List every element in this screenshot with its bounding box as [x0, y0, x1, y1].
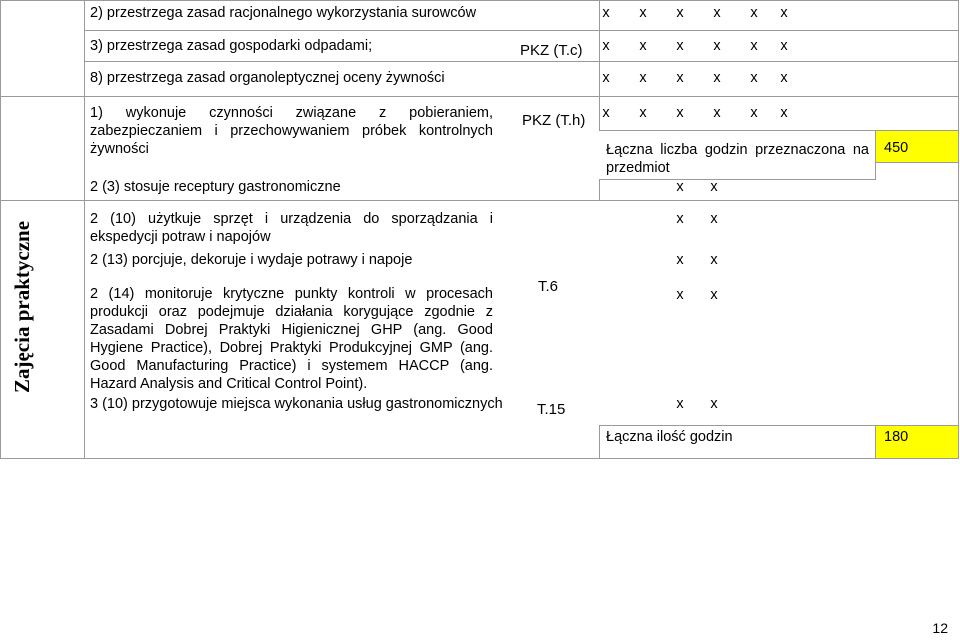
mark-x: x	[639, 70, 647, 86]
mark-x: x	[710, 396, 718, 412]
mark-x: x	[713, 38, 721, 54]
mark-x: x	[639, 38, 647, 54]
mark-x: x	[780, 38, 788, 54]
mark-x: x	[602, 38, 610, 54]
mark-x: x	[676, 252, 684, 268]
competency-text: 3) przestrzega zasad gospodarki odpadami;	[90, 38, 373, 54]
mark-x: x	[676, 5, 684, 21]
table-border-left	[0, 0, 1, 459]
competency-text: 1) wykonuje czynności związane z pobieraniem, zabezpieczaniem i przechowywaniem próbek kontrolnych żywności	[90, 105, 493, 157]
mark-x: x	[676, 179, 684, 195]
mark-x: x	[710, 252, 718, 268]
competency-text: 2 (13) porcjuje, dekoruje i wydaje potrawy i napoje	[90, 252, 413, 268]
section-label: Zajęcia praktyczne	[10, 220, 34, 394]
mark-x: x	[750, 5, 758, 21]
sum-hours-value: 180	[884, 429, 909, 445]
col-divider	[599, 179, 600, 201]
mark-x: x	[639, 105, 647, 121]
mark-x: x	[710, 211, 718, 227]
competency-text: 2 (10) użytkuje sprzęt i urządzenia do sporządzania i ekspedycji potraw i napojów	[90, 211, 493, 245]
mark-x: x	[713, 105, 721, 121]
total-hours-label: Łączna liczba godzin przeznaczona na przedmiot	[606, 142, 869, 176]
row-divider	[0, 96, 959, 97]
mark-x: x	[676, 287, 684, 303]
col-divider	[84, 0, 85, 459]
mark-x: x	[780, 105, 788, 121]
competency-text: 8) przestrzega zasad organoleptycznej oceny żywności	[90, 70, 445, 86]
competency-text: 2 (14) monitoruje krytyczne punkty kontroli w procesach produkcji oraz podejmuje działania korygujące zgodnie z Zasadami Dobrej Praktyki Higienicznej GHP (ang. Good Hygiene Practice), Dobrej Praktyki Produkcyjnej GMP (ang. Good Manufacturing Practice) i systemem HACCP (ang. Hazard Analysis and Critical Control Point).	[90, 286, 493, 392]
mark-x: x	[676, 211, 684, 227]
competency-text: 2) przestrzega zasad racjonalnego wykorzystania surowców	[90, 5, 477, 21]
row-divider	[84, 30, 959, 31]
mark-x: x	[780, 5, 788, 21]
mark-x: x	[676, 105, 684, 121]
mark-x: x	[602, 5, 610, 21]
mark-x: x	[750, 38, 758, 54]
mark-x: x	[750, 70, 758, 86]
competency-text: 3 (10) przygotowuje miejsca wykonania usług gastronomicznych	[90, 396, 503, 412]
table-border-bottom	[0, 458, 959, 459]
row-divider	[0, 200, 959, 201]
col-divider	[599, 425, 600, 459]
row-divider	[875, 162, 959, 163]
total-hours-value: 450	[884, 140, 909, 156]
mark-x: x	[676, 70, 684, 86]
mark-x: x	[710, 179, 718, 195]
effect-code: PKZ (T.c)	[520, 42, 583, 59]
mark-x: x	[639, 5, 647, 21]
row-divider	[599, 179, 875, 180]
mark-x: x	[676, 38, 684, 54]
mark-x: x	[602, 105, 610, 121]
effect-code: T.15	[537, 401, 566, 418]
mark-x: x	[780, 70, 788, 86]
page-number: 12	[932, 620, 948, 636]
mark-x: x	[602, 70, 610, 86]
mark-x: x	[710, 287, 718, 303]
effect-code: T.6	[538, 278, 559, 295]
table-border-top	[0, 0, 959, 1]
mark-x: x	[713, 5, 721, 21]
table-border-right	[958, 0, 959, 459]
effect-code: PKZ (T.h)	[522, 112, 586, 129]
competency-text: 2 (3) stosuje receptury gastronomiczne	[90, 179, 341, 195]
mark-x: x	[713, 70, 721, 86]
row-divider	[84, 61, 959, 62]
sum-hours-label: Łączna ilość godzin	[606, 429, 733, 445]
mark-x: x	[676, 396, 684, 412]
mark-x: x	[750, 105, 758, 121]
